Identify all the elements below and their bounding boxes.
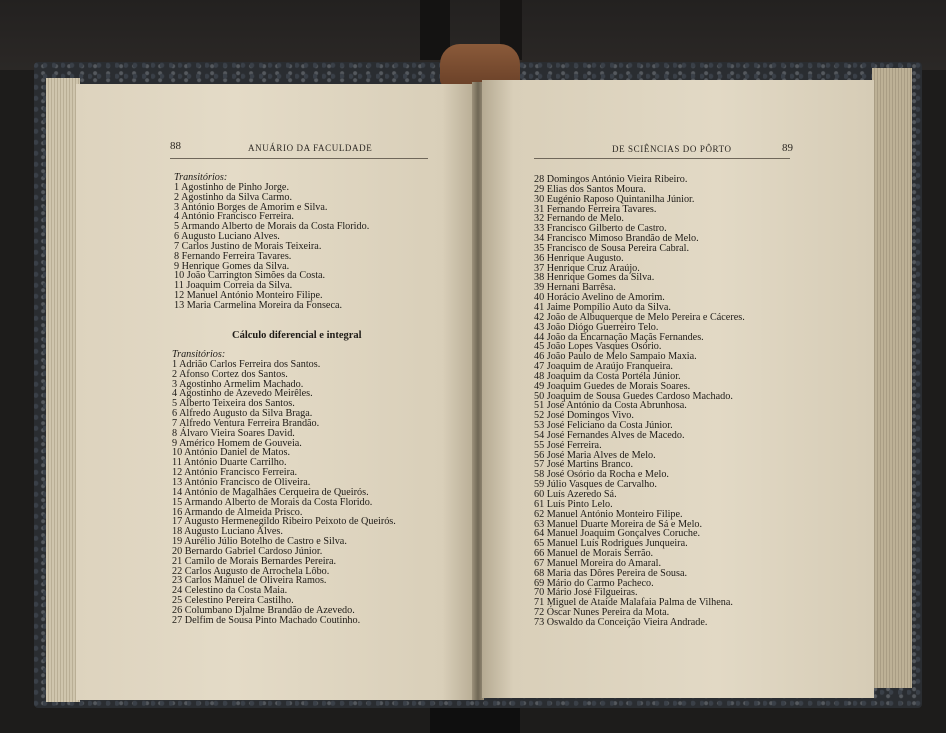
list-item: 52 José Domingos Vivo. [534,410,634,422]
page-edges-right [872,68,912,688]
list-item: 29 Elias dos Santos Moura. [534,183,646,195]
list-item: 20 Bernardo Gabriel Cardoso Júnior. [172,545,323,557]
list-item: 32 Fernando de Melo. [534,213,624,225]
list-item: 25 Celestino Pereira Castilho. [172,595,294,607]
list-item: 57 José Martins Branco. [534,459,634,471]
list-item: 3 António Borges de Amorim e Silva. [174,201,328,213]
list-item: 3 Agostinho Armelim Machado. [172,378,304,390]
list-item: 66 Manuel de Morais Serrão. [534,548,654,560]
list-item: 61 Luís Pinto Lelo. [534,498,613,510]
list-item: 16 Armando de Almeida Prisco. [172,506,303,518]
list-item: 38 Henrique Gomes da Silva. [534,272,655,284]
list-item: 71 Miguel de Ataíde Malafaia Palma de Vilhena. [534,597,733,609]
continued-list [534,175,745,628]
list-item: 41 Jaime Pompílio Auto da Silva. [534,301,671,313]
list-item: 36 Henrique Augusto. [534,252,624,264]
list-item: 28 Domingos António Vieira Ribeiro. [534,174,688,185]
group2-list [172,350,396,626]
list-item: 35 Francisco de Sousa Pereira Cabral. [534,242,690,254]
list-item: 10 João Carrington Simões da Costa. [174,270,326,282]
group1-list [174,173,369,311]
list-item: 21 Camilo de Morais Bernardes Pereira. [172,555,337,567]
list-item: 11 Joaquim Correia da Silva. [174,280,293,292]
list-item: 18 Augusto Luciano Alves. [172,526,283,538]
list-item: 26 Columbano Djalme Brandão de Azevedo. [172,604,355,616]
list-item: 60 Luís Azeredo Sá. [534,489,617,500]
list-item: 54 José Fernandes Alves de Macedo. [534,429,685,441]
running-head: ANUÁRIO DA FACULDADE [248,143,373,153]
header-rule [534,158,790,159]
list-item: 5 Armando Alberto de Morais da Costa Florido. [174,221,370,233]
list-item: 10 António Daniel de Matos. [172,447,290,459]
group-label: Transitórios: [174,172,228,183]
list-item: 46 João Paulo de Melo Sampaio Maxia. [534,351,697,363]
list-item: 17 Augusto Hermenegildo Ribeiro Peixoto de Queirós. [172,516,396,528]
list-item: 14 António de Magalhães Cerqueira de Queirós. [172,486,369,498]
list-item: 72 Óscar Nunes Pereira da Mota. [534,607,670,619]
list-item: 12 António Francisco Ferreira. [172,467,298,479]
list-item: 1 Adrião Carlos Ferreira dos Santos. [172,358,321,370]
list-item: 7 Carlos Justino de Morais Teixeira. [174,240,322,252]
list-item: 43 João Diógo Guerreiro Telo. [534,321,659,333]
list-item: 48 Joaquim da Costa Portéla Júnior. [534,370,681,382]
list-item: 24 Celestino da Costa Maia. [172,585,288,597]
list-item: 69 Mário do Carmo Pacheco. [534,577,654,589]
list-item: 12 Manuel António Monteiro Filipe. [174,290,323,302]
section-title: Cálculo diferencial e integral [232,330,362,341]
list-item: 49 Joaquim Guedes de Morais Soares. [534,380,691,392]
list-item: 9 Américo Homem de Gouveia. [172,437,302,449]
list-item: 2 Afonso Cortez dos Santos. [172,368,288,380]
list-item: 56 José Maria Alves de Melo. [534,449,656,461]
list-item: 55 José Ferreira. [534,439,602,451]
list-item: 13 Maria Carmelina Moreira da Fonseca. [174,299,343,311]
list-item: 4 Agostinho de Azevedo Meirêles. [172,388,313,400]
list-item: 2 Agostinho da Silva Carmo. [174,191,293,203]
list-item: 23 Carlos Manuel de Oliveira Ramos. [172,575,327,587]
list-item: 37 Henrique Cruz Araújo. [534,262,640,274]
list-item: 13 António Francisco de Oliveira. [172,476,311,488]
list-item: 27 Delfim de Sousa Pinto Machado Coutinho. [172,614,361,626]
header-rule [170,158,428,159]
list-item: 34 Francisco Mimoso Brandão de Melo. [534,233,699,245]
list-item: 6 Alfredo Augusto da Silva Braga. [172,408,313,420]
list-item: 45 João Lopes Vasques Osório. [534,341,662,353]
list-item: 51 José António da Costa Abrunhosa. [534,400,687,412]
list-item: 42 João de Albuquerque de Melo Pereira e Cáceres. [534,311,745,323]
list-item: 47 Joaquim de Araújo Franqueira. [534,361,673,373]
list-item: 65 Manuel Luís Rodrigues Junqueira. [534,538,688,550]
list-item: 53 José Feliciano da Costa Júnior. [534,420,673,432]
running-head: DE SCIÊNCIAS DO PÔRTO [612,144,732,154]
list-item: 73 Oswaldo da Conceição Vieira Andrade. [534,616,708,628]
list-item: 62 Manuel António Monteiro Filipe. [534,508,683,520]
list-item: 4 António Francisco Ferreira. [174,211,294,223]
list-item: 6 Augusto Luciano Alves. [174,231,280,243]
list-item: 19 Aurélio Júlio Botelho de Castro e Silva. [172,536,347,548]
list-item: 33 Francisco Gilberto de Castro. [534,223,667,235]
list-item: 15 Armando Alberto de Morais da Costa Florido. [172,496,373,508]
page-number: 89 [782,142,793,154]
list-item: 64 Manuel Joaquim Gonçalves Coruche. [534,528,701,540]
list-item: 40 Horácio Avelino de Amorim. [534,292,665,304]
list-item: 44 João da Encarnação Maçãs Fernandes. [534,331,704,343]
list-item: 5 Alberto Teixeira dos Santos. [172,398,295,410]
list-item: 11 António Duarte Carrilho. [172,457,287,469]
list-item: 30 Eugénio Raposo Quintanilha Júnior. [534,193,695,205]
list-item: 68 Maria das Dôres Pereira de Sousa. [534,567,688,579]
right-page [482,80,874,698]
group-label: Transitórios: [172,349,226,360]
page-edges-left [46,78,80,702]
list-item: 67 Manuel Moreira do Amaral. [534,557,662,569]
list-item: 31 Fernando Ferreira Tavares. [534,203,657,215]
list-item: 70 Mário José Filgueiras. [534,587,638,599]
list-item: 22 Carlos Augusto de Arrochela Lôbo. [172,565,330,577]
list-item: 59 Júlio Vasques de Carvalho. [534,479,657,491]
left-page [76,84,474,700]
page-number: 88 [170,140,181,152]
list-item: 8 Fernando Ferreira Tavares. [174,250,292,262]
list-item: 7 Alfredo Ventura Ferreira Brandão. [172,417,320,429]
list-item: 50 Joaquim de Sousa Guedes Cardoso Machado. [534,390,733,402]
list-item: 9 Henrique Gomes da Silva. [174,260,290,272]
list-item: 1 Agostinho de Pinho Jorge. [174,181,289,193]
list-item: 8 Álvaro Vieira Soares David. [172,427,295,439]
list-item: 58 José Osório da Rocha e Melo. [534,469,669,481]
list-item: 63 Manuel Duarte Moreira de Sá e Melo. [534,518,703,530]
list-item: 39 Hernani Barrêsa. [534,282,616,294]
